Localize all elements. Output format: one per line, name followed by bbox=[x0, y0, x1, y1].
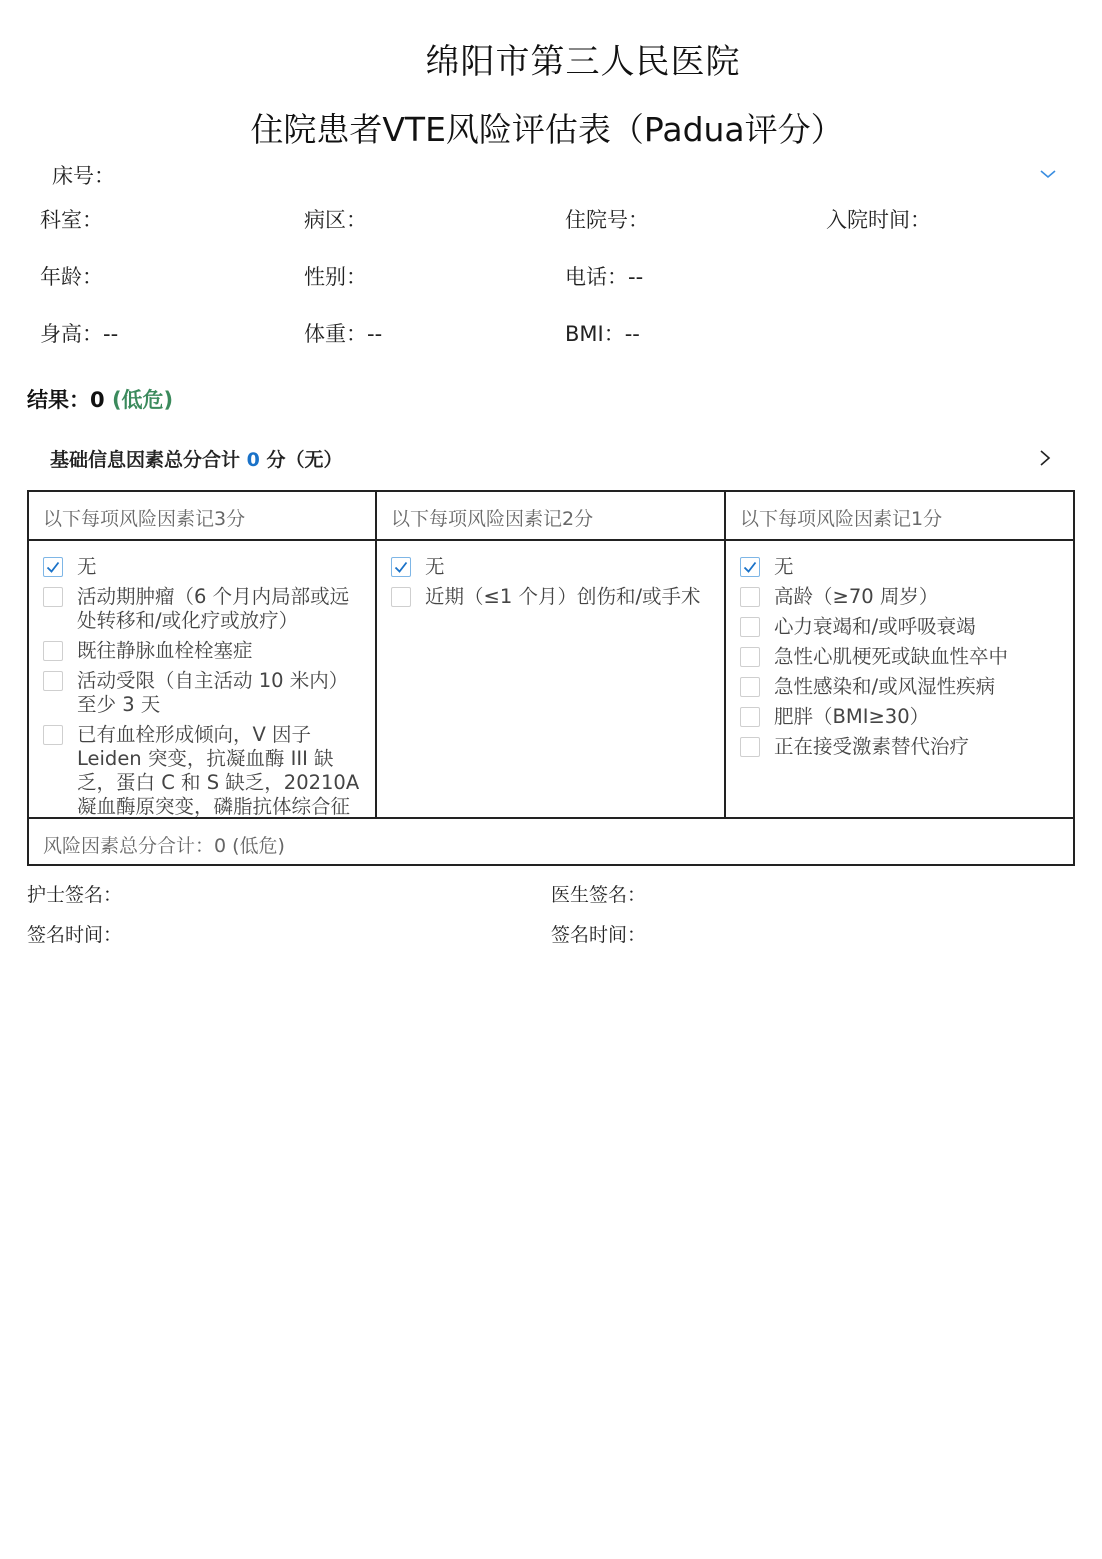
table-total-score: 风险因素总分合计：0 (低危) bbox=[29, 817, 1073, 866]
option-label: 高龄（≥70 周岁） bbox=[774, 585, 939, 608]
checkbox-checked-icon[interactable] bbox=[740, 557, 760, 577]
option-label: 无 bbox=[425, 555, 445, 578]
result-score: 0 bbox=[90, 388, 105, 412]
checkbox-icon[interactable] bbox=[740, 707, 760, 727]
patient-info bbox=[40, 200, 1080, 371]
option-label: 活动受限（自主活动 10 米内）至少 3 天 bbox=[77, 669, 349, 716]
section-suffix: 分（无） bbox=[266, 449, 343, 471]
info-row bbox=[40, 200, 1080, 257]
risk-factor-option[interactable] bbox=[391, 585, 714, 609]
option-label: 近期（≤1 个月）创伤和/或手术 bbox=[425, 585, 701, 608]
risk-factor-option[interactable] bbox=[740, 705, 1063, 729]
result-level: (低危) bbox=[111, 388, 174, 412]
info-row bbox=[40, 314, 1080, 371]
checkbox-icon[interactable] bbox=[391, 587, 411, 607]
result-summary bbox=[27, 384, 173, 414]
option-label: 活动期肿瘤（6 个月内局部或远处转移和/或化疗或放疗） bbox=[77, 585, 350, 632]
checkbox-icon[interactable] bbox=[740, 677, 760, 697]
result-label: 结果： bbox=[27, 388, 90, 412]
col-3pt-options bbox=[29, 541, 375, 817]
section-score: 0 bbox=[246, 449, 260, 471]
col-2pt-options bbox=[377, 541, 724, 817]
checkbox-icon[interactable] bbox=[740, 587, 760, 607]
bmi-field: BMI：-- bbox=[565, 322, 640, 346]
risk-factor-option[interactable] bbox=[740, 615, 1063, 639]
checkbox-icon[interactable] bbox=[740, 737, 760, 757]
phone-field: 电话：-- bbox=[565, 265, 644, 289]
checkbox-checked-icon[interactable] bbox=[391, 557, 411, 577]
checkbox-icon[interactable] bbox=[43, 587, 63, 607]
risk-factor-option[interactable] bbox=[740, 735, 1063, 759]
checkbox-checked-icon[interactable] bbox=[43, 557, 63, 577]
nurse-sign-time: 签名时间： bbox=[27, 924, 123, 946]
risk-factor-option[interactable] bbox=[43, 669, 365, 717]
weight-field: 体重：-- bbox=[304, 322, 383, 346]
checkbox-icon[interactable] bbox=[43, 725, 63, 745]
col-header-2pt: 以下每项风险因素记2分 bbox=[377, 492, 726, 541]
risk-factor-option[interactable] bbox=[740, 585, 1063, 609]
risk-factor-option[interactable] bbox=[43, 585, 365, 633]
option-label: 无 bbox=[77, 555, 97, 578]
checkbox-icon[interactable] bbox=[43, 641, 63, 661]
risk-factor-option[interactable] bbox=[740, 555, 1063, 579]
risk-factor-option[interactable] bbox=[43, 555, 365, 579]
section-title bbox=[50, 445, 343, 472]
checkbox-icon[interactable] bbox=[740, 617, 760, 637]
chevron-down-icon[interactable] bbox=[1038, 164, 1058, 184]
risk-factor-option[interactable] bbox=[43, 723, 365, 819]
col-1pt-options bbox=[726, 541, 1073, 817]
basic-info-section-header[interactable] bbox=[50, 445, 1055, 473]
risk-factor-table bbox=[27, 490, 1075, 866]
option-label: 正在接受激素替代治疗 bbox=[774, 735, 970, 758]
info-row bbox=[40, 257, 1080, 314]
doctor-signature: 医生签名： bbox=[551, 884, 647, 906]
dept-field: 科室： bbox=[40, 208, 103, 232]
bed-selector[interactable] bbox=[52, 160, 1062, 190]
risk-factor-option[interactable] bbox=[43, 639, 365, 663]
age-field: 年龄： bbox=[40, 265, 103, 289]
checkbox-icon[interactable] bbox=[740, 647, 760, 667]
option-label: 心力衰竭和/或呼吸衰竭 bbox=[774, 615, 976, 638]
option-label: 既往静脉血栓栓塞症 bbox=[77, 639, 253, 662]
hospital-title: 绵阳市第三人民医院 bbox=[425, 42, 741, 82]
option-label: 无 bbox=[774, 555, 794, 578]
option-label: 已有血栓形成倾向，V 因子 Leiden 突变，抗凝血酶 III 缺乏，蛋白 C 和 S 缺乏，20210A 凝血酶原突变，磷脂抗体综合征 bbox=[77, 723, 360, 818]
nurse-signature: 护士签名： bbox=[27, 884, 123, 906]
form-title: 住院患者VTE风险评估表（Padua评分） bbox=[250, 110, 844, 149]
option-label: 急性感染和/或风湿性疾病 bbox=[774, 675, 996, 698]
ward-field: 病区： bbox=[304, 208, 367, 232]
col-header-1pt: 以下每项风险因素记1分 bbox=[726, 492, 1073, 541]
doctor-sign-time: 签名时间： bbox=[551, 924, 647, 946]
admission-time-field: 入院时间： bbox=[826, 208, 931, 232]
admission-no-field: 住院号： bbox=[565, 208, 649, 232]
risk-factor-option[interactable] bbox=[740, 645, 1063, 669]
section-prefix: 基础信息因素总分合计 bbox=[50, 449, 241, 471]
bed-label: 床号： bbox=[52, 164, 115, 188]
option-label: 急性心肌梗死或缺血性卒中 bbox=[774, 645, 1009, 668]
option-label: 肥胖（BMI≥30） bbox=[774, 705, 930, 728]
checkbox-icon[interactable] bbox=[43, 671, 63, 691]
risk-factor-option[interactable] bbox=[740, 675, 1063, 699]
col-header-3pt: 以下每项风险因素记3分 bbox=[29, 492, 377, 541]
chevron-right-icon[interactable] bbox=[1035, 447, 1055, 469]
risk-factor-option[interactable] bbox=[391, 555, 714, 579]
height-field: 身高：-- bbox=[40, 322, 119, 346]
gender-field: 性别： bbox=[304, 265, 367, 289]
